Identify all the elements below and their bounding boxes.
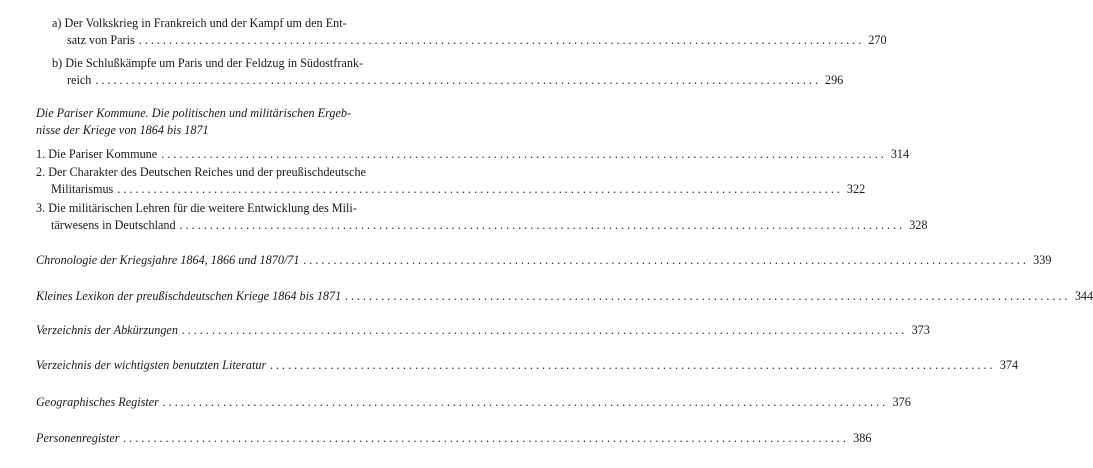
toc-entry-line: 2. Der Charakter des Deutschen Reiches und der preußischdeutsche <box>36 165 366 179</box>
dot-leader: ........................................................................................................................ <box>117 182 843 196</box>
chapter-heading: Die Pariser Kommune. Die politischen und militärischen Ergeb- nisse der Kriege von 1864 bis 1871 <box>36 106 352 137</box>
toc-entry-line: 1. Die Pariser Kommune ........................................................................................................................ 314 <box>36 147 910 161</box>
page-number: 328 <box>909 218 928 232</box>
toc-entry <box>52 15 887 49</box>
toc-entry-line: Geographisches Register ........................................................................................................................ 376 <box>36 395 911 409</box>
page-number: 373 <box>911 323 930 337</box>
toc-entry <box>36 146 910 163</box>
page-number: 270 <box>868 33 887 47</box>
dot-leader: ........................................................................................................................ <box>181 323 908 337</box>
toc-entry-line: Verzeichnis der wichtigsten benutzten Literatur ........................................................................................................................ 374 <box>36 358 1019 372</box>
toc-entry-line: b) Die Schlußkämpfe um Paris und der Feldzug in Südostfrank- <box>52 56 364 70</box>
toc-entry-line: 3. Die militärischen Lehren für die weitere Entwicklung des Mili- <box>36 201 357 215</box>
dot-leader: ........................................................................................................................ <box>270 358 996 372</box>
dot-leader: ........................................................................................................................ <box>123 431 850 445</box>
toc-entry-line: Kleines Lexikon der preußischdeutschen Kriege 1864 bis 1871 ........................................................................................................................ 344 <box>36 289 1093 303</box>
toc-entry-line: tärwesens in Deutschland ........................................................................................................................ 328 <box>51 218 928 232</box>
toc-entry-line: Militarismus ........................................................................................................................ 322 <box>51 182 866 196</box>
dot-leader: ........................................................................................................................ <box>345 289 1071 303</box>
page-number: 386 <box>853 431 872 445</box>
toc-entry <box>36 430 872 447</box>
toc-entry-line: Verzeichnis der Abkürzungen ........................................................................................................................ 373 <box>36 323 930 337</box>
toc-entry-line: a) Der Volkskrieg in Frankreich und der Kampf um den Ent- <box>52 16 347 30</box>
dot-leader: ........................................................................................................................ <box>95 73 821 87</box>
toc-entry <box>52 55 844 89</box>
toc-entry <box>36 394 911 411</box>
toc-entry-line: satz von Paris ........................................................................................................................ 270 <box>67 33 887 47</box>
toc-entry <box>36 164 866 198</box>
toc-entry <box>36 357 1019 374</box>
page-number: 376 <box>892 395 911 409</box>
toc-entry-line: Personenregister ........................................................................................................................ 386 <box>36 431 872 445</box>
toc-entry <box>36 200 928 234</box>
toc-entry <box>36 288 1093 305</box>
toc-entry <box>36 322 930 339</box>
dot-leader: ........................................................................................................................ <box>138 33 865 47</box>
dot-leader: ........................................................................................................................ <box>162 395 889 409</box>
dot-leader: ........................................................................................................................ <box>161 147 887 161</box>
page-number: 314 <box>890 147 910 161</box>
page-number: 374 <box>999 358 1019 372</box>
page-number: 296 <box>824 73 844 87</box>
toc-entry <box>36 252 1052 269</box>
dot-leader: ........................................................................................................................ <box>179 218 906 232</box>
page-number: 322 <box>846 182 866 196</box>
toc-entry-line: Chronologie der Kriegsjahre 1864, 1866 und 1870/71 ........................................................................................................................ 339 <box>36 253 1052 267</box>
dot-leader: ........................................................................................................................ <box>303 253 1030 267</box>
page-number: 339 <box>1033 253 1052 267</box>
page-number: 344 <box>1074 289 1093 303</box>
toc-entry-line: reich ........................................................................................................................ 296 <box>67 73 844 87</box>
